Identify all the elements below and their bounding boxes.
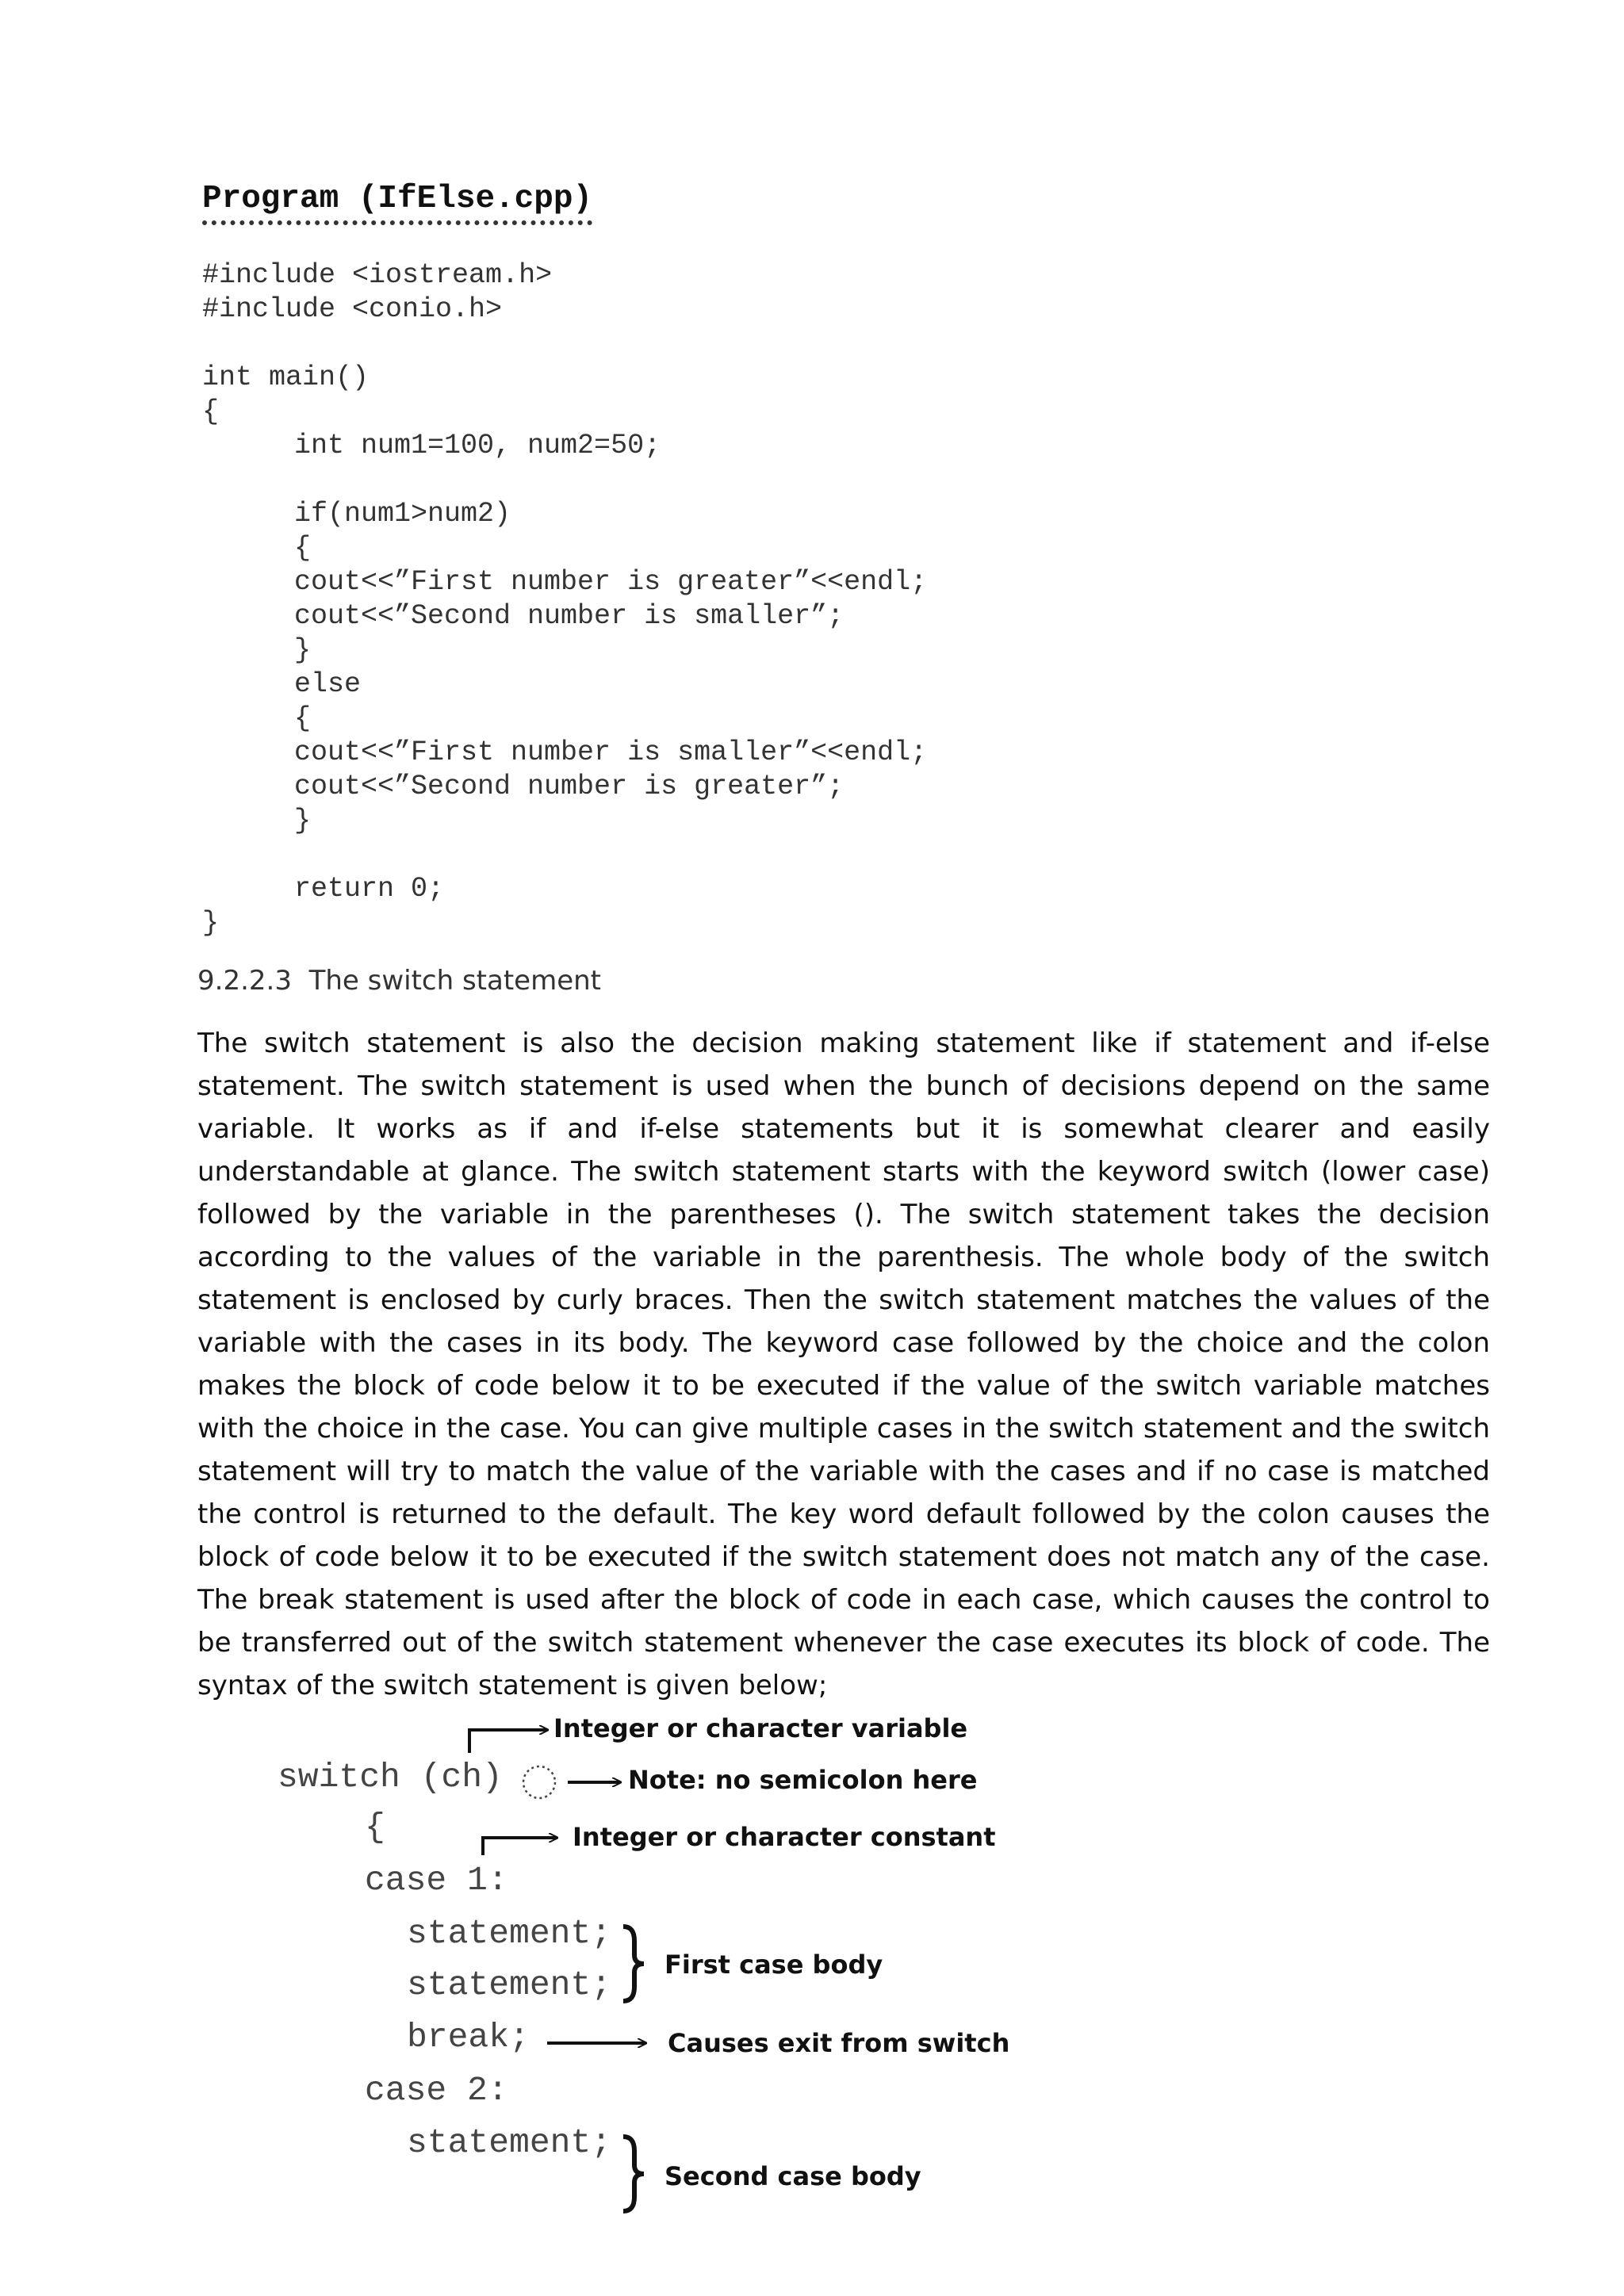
diagram-open-brace: { [365, 1808, 385, 1846]
code-line: { [294, 702, 312, 734]
program-title: Program (IfElse.cpp) [202, 181, 592, 225]
code-line: #include <conio.h> [202, 293, 503, 325]
diagram-statement: statement; [407, 2123, 612, 2162]
diagram-statement: statement; [407, 1965, 612, 2004]
code-line: cout<<”First number is smaller”<<endl; [294, 737, 928, 768]
diagram-case1: case 1: [365, 1861, 508, 1900]
annotation-second-body: Second case body [665, 2161, 921, 2191]
first-body-brace [623, 1927, 644, 2001]
code-line: } [294, 805, 312, 836]
code-line: #include <iostream.h> [202, 259, 553, 291]
code-line: { [294, 532, 312, 564]
arrow-constant [483, 1838, 557, 1855]
annotation-first-body: First case body [665, 1950, 883, 1980]
second-body-brace [623, 2137, 644, 2211]
code-line: } [294, 634, 312, 666]
code-line: } [202, 907, 220, 939]
code-line: cout<<”First number is greater”<<endl; [294, 566, 928, 598]
code-line: { [202, 396, 220, 427]
code-line: if(num1>num2) [294, 498, 511, 530]
code-line: cout<<”Second number is greater”; [294, 771, 845, 802]
section-heading: 9.2.2.3 The switch statement [197, 965, 602, 997]
arrow-variable [469, 1730, 547, 1753]
diagram-break: break; [407, 2018, 530, 2057]
annotation-exit: Causes exit from switch [668, 2028, 1010, 2058]
paragraph-text: The switch statement is also the decision making statement like if statement and if-else statement. The switch statement is used when the bunch of decisions depend on the same variable. It works as if and if-else statements but it is somewhat clearer and easily understandable at glance. The switch statement starts with the keyword switch (lower case) followed by the variable in the parentheses (). The switch statement takes the decision according to the values of the variable in the parenthesis. The whole body of the switch statement is enclosed by curly braces. Then the switch statement matches the values of the variable with the cases in its body. The keyword case followed by the choice and the colon makes the block of code below it to be executed if the value of the switch variable matches with the choice in the case. You can give multiple cases in the switch statement and the switch statement will try to match the value of the variable with the cases and if no case is matched the control is returned to the default. The key word default followed by the colon causes the block of code below it to be executed if the switch statement does not match any of the case. The break statement is used after the block of code in each case, which causes the control to be transferred out of the switch statement whenever the case executes its block of code. The syntax of the switch statement is given below; [197, 1027, 1490, 1701]
code-line: cout<<”Second number is smaller”; [294, 600, 845, 632]
code-line: int num1=100, num2=50; [294, 430, 661, 461]
diagram-statement: statement; [407, 1914, 612, 1953]
annotation-semicolon: Note: no semicolon here [628, 1765, 978, 1795]
annotation-variable: Integer or character variable [553, 1713, 968, 1743]
annotation-constant: Integer or character constant [573, 1822, 996, 1852]
semicolon-marker-circle [523, 1766, 555, 1798]
code-line: else [294, 668, 362, 700]
code-line: int main() [202, 362, 370, 393]
code-line: return 0; [294, 873, 445, 905]
diagram-switch-line: switch (ch) [278, 1758, 503, 1797]
diagram-case2: case 2: [365, 2071, 508, 2110]
